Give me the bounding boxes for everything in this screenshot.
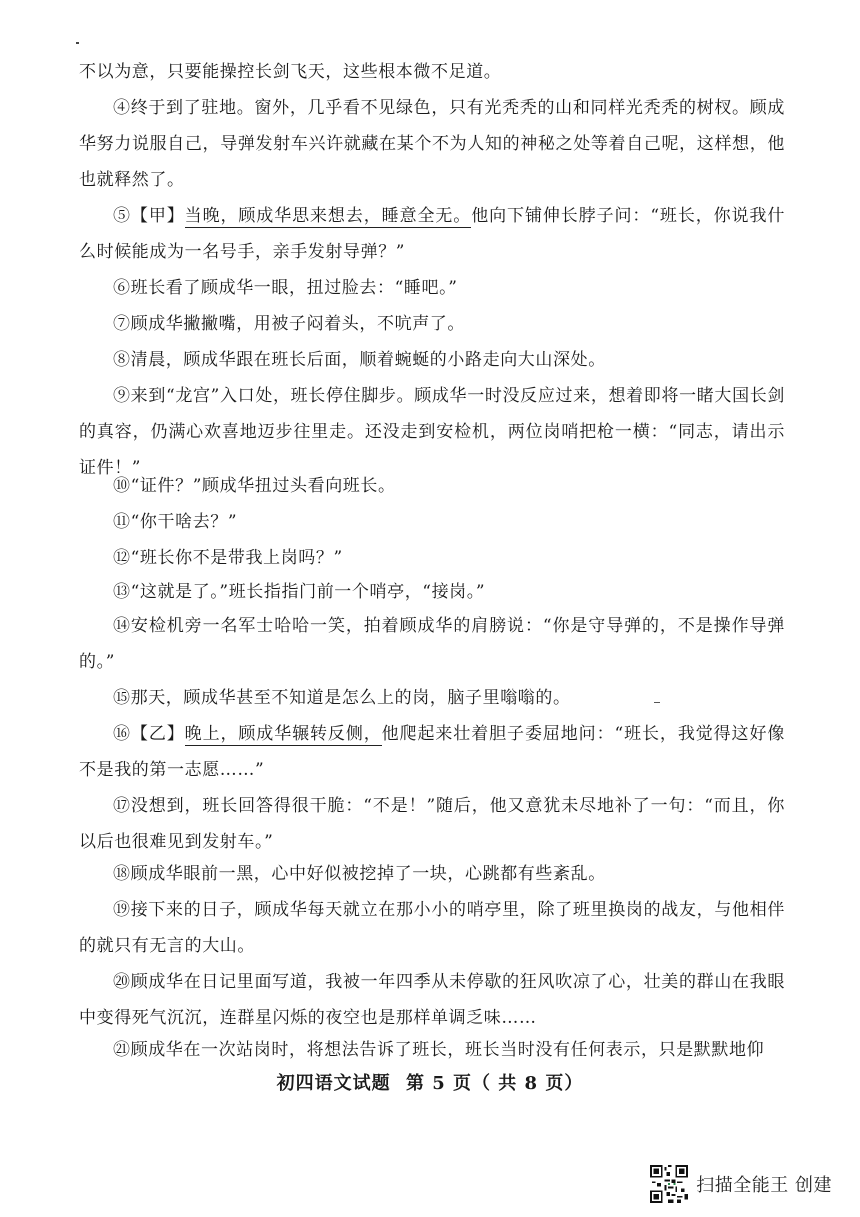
paragraph-number: ⑳ xyxy=(113,972,131,992)
paragraph-number: ⑩ xyxy=(113,476,131,496)
paragraph-text: “这就是了。”班长指指门前一个哨亭，“接岗。” xyxy=(130,582,486,602)
paragraph-number: ⑤ xyxy=(113,206,131,226)
paragraph-text: 顾成华在日记里面写道，我被一年四季从未停歇的狂风吹凉了心，壮美的群山在我眼中变得死气沉沉，连群星闪烁的夜空也是那样单调乏味…… xyxy=(79,972,785,1028)
paragraph-text: “证件？”顾成华扭过头看向班长。 xyxy=(130,476,396,496)
paragraph-19 xyxy=(79,892,785,964)
page-number: 第 5 页（ 共 8 页） xyxy=(405,1073,584,1094)
paragraph-20 xyxy=(79,964,785,1036)
paragraph-15 xyxy=(79,680,785,716)
paragraph-13 xyxy=(79,574,785,610)
paragraph-number: ⑨ xyxy=(113,386,131,406)
paragraph-text: 他爬起来壮着胆子委屈地问：“班长，我觉得这好像不是我的第一志愿……” xyxy=(79,724,785,780)
paragraph-21 xyxy=(79,1032,785,1068)
paragraph-number: ⑰ xyxy=(113,796,131,816)
paragraph-16 xyxy=(79,716,785,788)
paragraph-number: ⑱ xyxy=(113,864,131,884)
paragraph-text: 顾成华在一次站岗时，将想法告诉了班长，班长当时没有任何表示，只是默默地仰 xyxy=(130,1040,765,1060)
paragraph-text: 安检机旁一名军士哈哈一笑，拍着顾成华的肩膀说：“你是守导弹的，不是操作导弹的。” xyxy=(79,616,785,672)
paragraph-text: 没想到，班长回答得很干脆：“不是！”随后，他又意犹未尽地补了一句：“而且，你以后也很难见到发射车。” xyxy=(79,796,786,852)
paragraph-number: ⑥ xyxy=(113,278,131,298)
paragraph-number: ⑪ xyxy=(113,512,131,532)
paragraph-text: 顾成华眼前一黑，心中好似被挖掉了一块，心跳都有些紊乱。 xyxy=(130,864,606,884)
paragraph-14 xyxy=(79,608,785,680)
paragraph-text: 来到“龙宫”入口处，班长停住脚步。顾成华一时没反应过来，想着即将一睹大国长剑的真容，仍满心欢喜地迈步往里走。还没走到安检机，两位岗哨把枪一横：“同志，请出示证件！” xyxy=(79,386,785,478)
paragraph-text: “班长你不是带我上岗吗？” xyxy=(130,548,343,568)
scan-speck xyxy=(76,42,79,44)
underlined-sentence-yi: 晚上，顾成华辗转反侧， xyxy=(184,724,382,744)
page-footer xyxy=(0,1069,860,1095)
paragraph-4 xyxy=(79,90,785,198)
paragraph-10 xyxy=(79,468,785,504)
paragraph-17 xyxy=(79,788,785,860)
paragraph-7 xyxy=(79,306,785,342)
paragraph-number: ⑭ xyxy=(113,616,131,636)
paragraph-number: ⑲ xyxy=(113,900,131,920)
paragraph-text: 班长看了顾成华一眼，扭过脸去：“睡吧。” xyxy=(130,278,458,298)
paragraph-continuation xyxy=(79,54,785,90)
paragraph-12 xyxy=(79,540,785,576)
paragraph-text: 不以为意，只要能操控长剑飞天，这些根本微不足道。 xyxy=(79,62,502,82)
paragraph-text: “你干啥去？” xyxy=(130,512,238,532)
mark-jia: 【甲】 xyxy=(130,206,185,226)
paragraph-text: 终于到了驻地。窗外，几乎看不见绿色，只有光秃秃的山和同样光秃秃的树杈。顾成华努力说服自己，导弹发射车兴许就藏在某个不为人知的神秘之处等着自己呢，这样想，他也就释然了。 xyxy=(79,98,785,190)
paragraph-number: ⑬ xyxy=(113,582,131,602)
paragraph-text: 顾成华撇撇嘴，用被子闷着头，不吭声了。 xyxy=(130,314,466,334)
qr-code-icon xyxy=(650,1165,688,1203)
paragraph-6 xyxy=(79,270,785,306)
scanner-watermark xyxy=(650,1164,832,1204)
paragraph-text: 那天，顾成华甚至不知道是怎么上的岗，脑子里嗡嗡的。 xyxy=(130,688,571,708)
mark-yi: 【乙】 xyxy=(130,724,185,744)
paragraph-number: ⑫ xyxy=(113,548,131,568)
paragraph-number: ㉑ xyxy=(113,1040,131,1060)
paragraph-text: 接下来的日子，顾成华每天就立在那小小的哨亭里，除了班里换岗的战友，与他相伴的就只有无言的大山。 xyxy=(79,900,785,956)
paragraph-8 xyxy=(79,342,785,378)
paragraph-11 xyxy=(79,504,785,540)
paragraph-text: 清晨，顾成华跟在班长后面，顺着蜿蜒的小路走向大山深处。 xyxy=(130,350,606,370)
paragraph-18 xyxy=(79,856,785,892)
paragraph-number: ⑦ xyxy=(113,314,131,334)
paragraph-5 xyxy=(79,198,785,270)
paragraph-number: ⑧ xyxy=(113,350,131,370)
underlined-sentence-jia: 当晚，顾成华思来想去，睡意全无。 xyxy=(184,206,472,226)
paragraph-number: ⑮ xyxy=(113,688,131,708)
footer-title: 初四语文试题 xyxy=(276,1073,391,1094)
paragraph-text: 他向下铺伸长脖子问：“班长，你说我什么时候能成为一名号手，亲手发射导弹？” xyxy=(79,206,785,262)
watermark-text: 扫描全能王 创建 xyxy=(696,1175,832,1196)
paragraph-number: ④ xyxy=(113,98,131,118)
paragraph-number: ⑯ xyxy=(113,724,131,744)
